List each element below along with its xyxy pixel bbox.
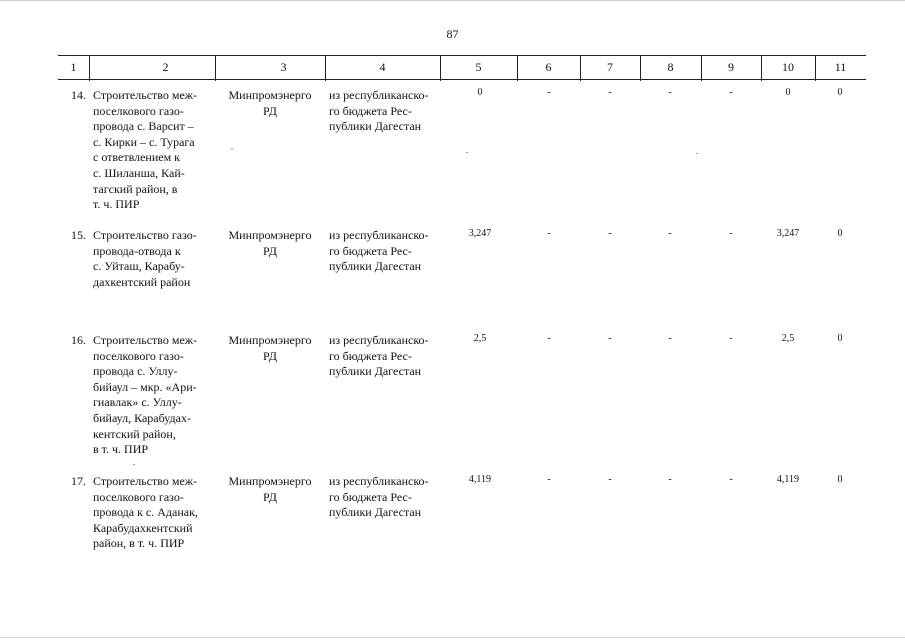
value-col-7: - (608, 228, 612, 239)
header-col-3: 3 (280, 60, 287, 74)
header-col-9: 9 (728, 60, 734, 74)
header-col-7: 7 (607, 60, 613, 74)
header-col-8: 8 (667, 60, 674, 74)
scan-speck (133, 464, 135, 465)
object-name: Строительство газо- провода-отвода к с. Уйташ, Карабу- дахкентский район (93, 228, 197, 289)
value-col-5: 3,247 (468, 228, 492, 239)
value-col-7: - (608, 333, 612, 344)
value-col-11: 0 (837, 228, 843, 239)
value-col-7: - (608, 87, 612, 98)
scan-speck (466, 152, 468, 153)
executor: Минпромэнерго РД (228, 88, 312, 118)
value-col-6: - (547, 474, 551, 485)
funding-source: из республиканско- го бюджета Рес- публики Дагестан (329, 88, 429, 134)
value-col-10: 4,119 (776, 474, 800, 485)
value-col-10: 0 (785, 87, 791, 98)
column-separator (815, 55, 816, 81)
row-number: 15. (71, 228, 86, 242)
column-separator (761, 55, 762, 81)
header-col-1: 1 (70, 60, 77, 74)
column-separator (325, 55, 326, 81)
object-name: Строительство меж- поселкового газо- провода с. Уллу- бийаул – мкр. «Ари- гиавлак» с. Уллу- бийаул, Карабудах- кентский район, в т. ч. ПИР (93, 333, 198, 457)
executor: Минпромэнерго РД (228, 228, 312, 258)
row-number: 14. (71, 88, 86, 102)
value-col-6: - (547, 333, 551, 344)
column-separator (440, 55, 441, 81)
object-name: Строительство меж- поселкового газо- провода к с. Аданак, Карабудахкентский район, в т. ч. ПИР (93, 474, 198, 551)
column-separator (580, 55, 581, 81)
value-col-8: - (668, 474, 672, 485)
value-col-5: 0 (477, 87, 483, 98)
column-separator (89, 55, 90, 81)
value-col-9: - (729, 474, 733, 485)
value-col-6: - (547, 87, 551, 98)
executor: Минпромэнерго РД (228, 333, 312, 363)
value-col-8: - (668, 228, 672, 239)
value-col-10: 3,247 (776, 228, 800, 239)
executor: Минпромэнерго РД (228, 474, 312, 504)
header-col-6: 6 (545, 60, 552, 74)
value-col-9: - (729, 87, 733, 98)
row-number: 16. (71, 333, 86, 347)
header-col-2: 2 (162, 60, 169, 74)
object-name: Строительство меж- поселкового газо- провода с. Варсит – с. Кирки – с. Турага с ответвлением к с. Шиланша, Кай- тагский район, в т. ч. ПИР (93, 88, 198, 212)
page-number: 87 (446, 27, 459, 41)
scan-edge-bottom (0, 637, 905, 638)
value-col-5: 2,5 (473, 333, 487, 344)
funding-source: из республиканско- го бюджета Рес- публики Дагестан (329, 474, 429, 520)
table-header-row (58, 55, 866, 80)
header-col-4: 4 (379, 60, 386, 74)
value-col-11: 0 (837, 87, 843, 98)
value-col-8: - (668, 333, 672, 344)
scan-speck (231, 148, 233, 149)
column-separator (701, 55, 702, 81)
header-col-11: 11 (834, 60, 847, 74)
header-col-5: 5 (475, 60, 482, 74)
row-number: 17. (71, 474, 86, 488)
value-col-7: - (608, 474, 612, 485)
value-col-9: - (729, 228, 733, 239)
value-col-11: 0 (837, 333, 843, 344)
value-col-5: 4,119 (468, 474, 492, 485)
value-col-8: - (668, 87, 672, 98)
funding-source: из республиканско- го бюджета Рес- публики Дагестан (329, 333, 429, 379)
value-col-6: - (547, 228, 551, 239)
value-col-9: - (729, 333, 733, 344)
column-separator (517, 55, 518, 81)
value-col-11: 0 (837, 474, 843, 485)
column-separator (640, 55, 641, 81)
scan-edge-top (0, 0, 905, 1)
column-separator (215, 55, 216, 81)
funding-source: из республиканско- го бюджета Рес- публики Дагестан (329, 228, 429, 274)
header-col-10: 10 (782, 60, 794, 74)
value-col-10: 2,5 (781, 333, 795, 344)
scan-speck (696, 153, 698, 154)
